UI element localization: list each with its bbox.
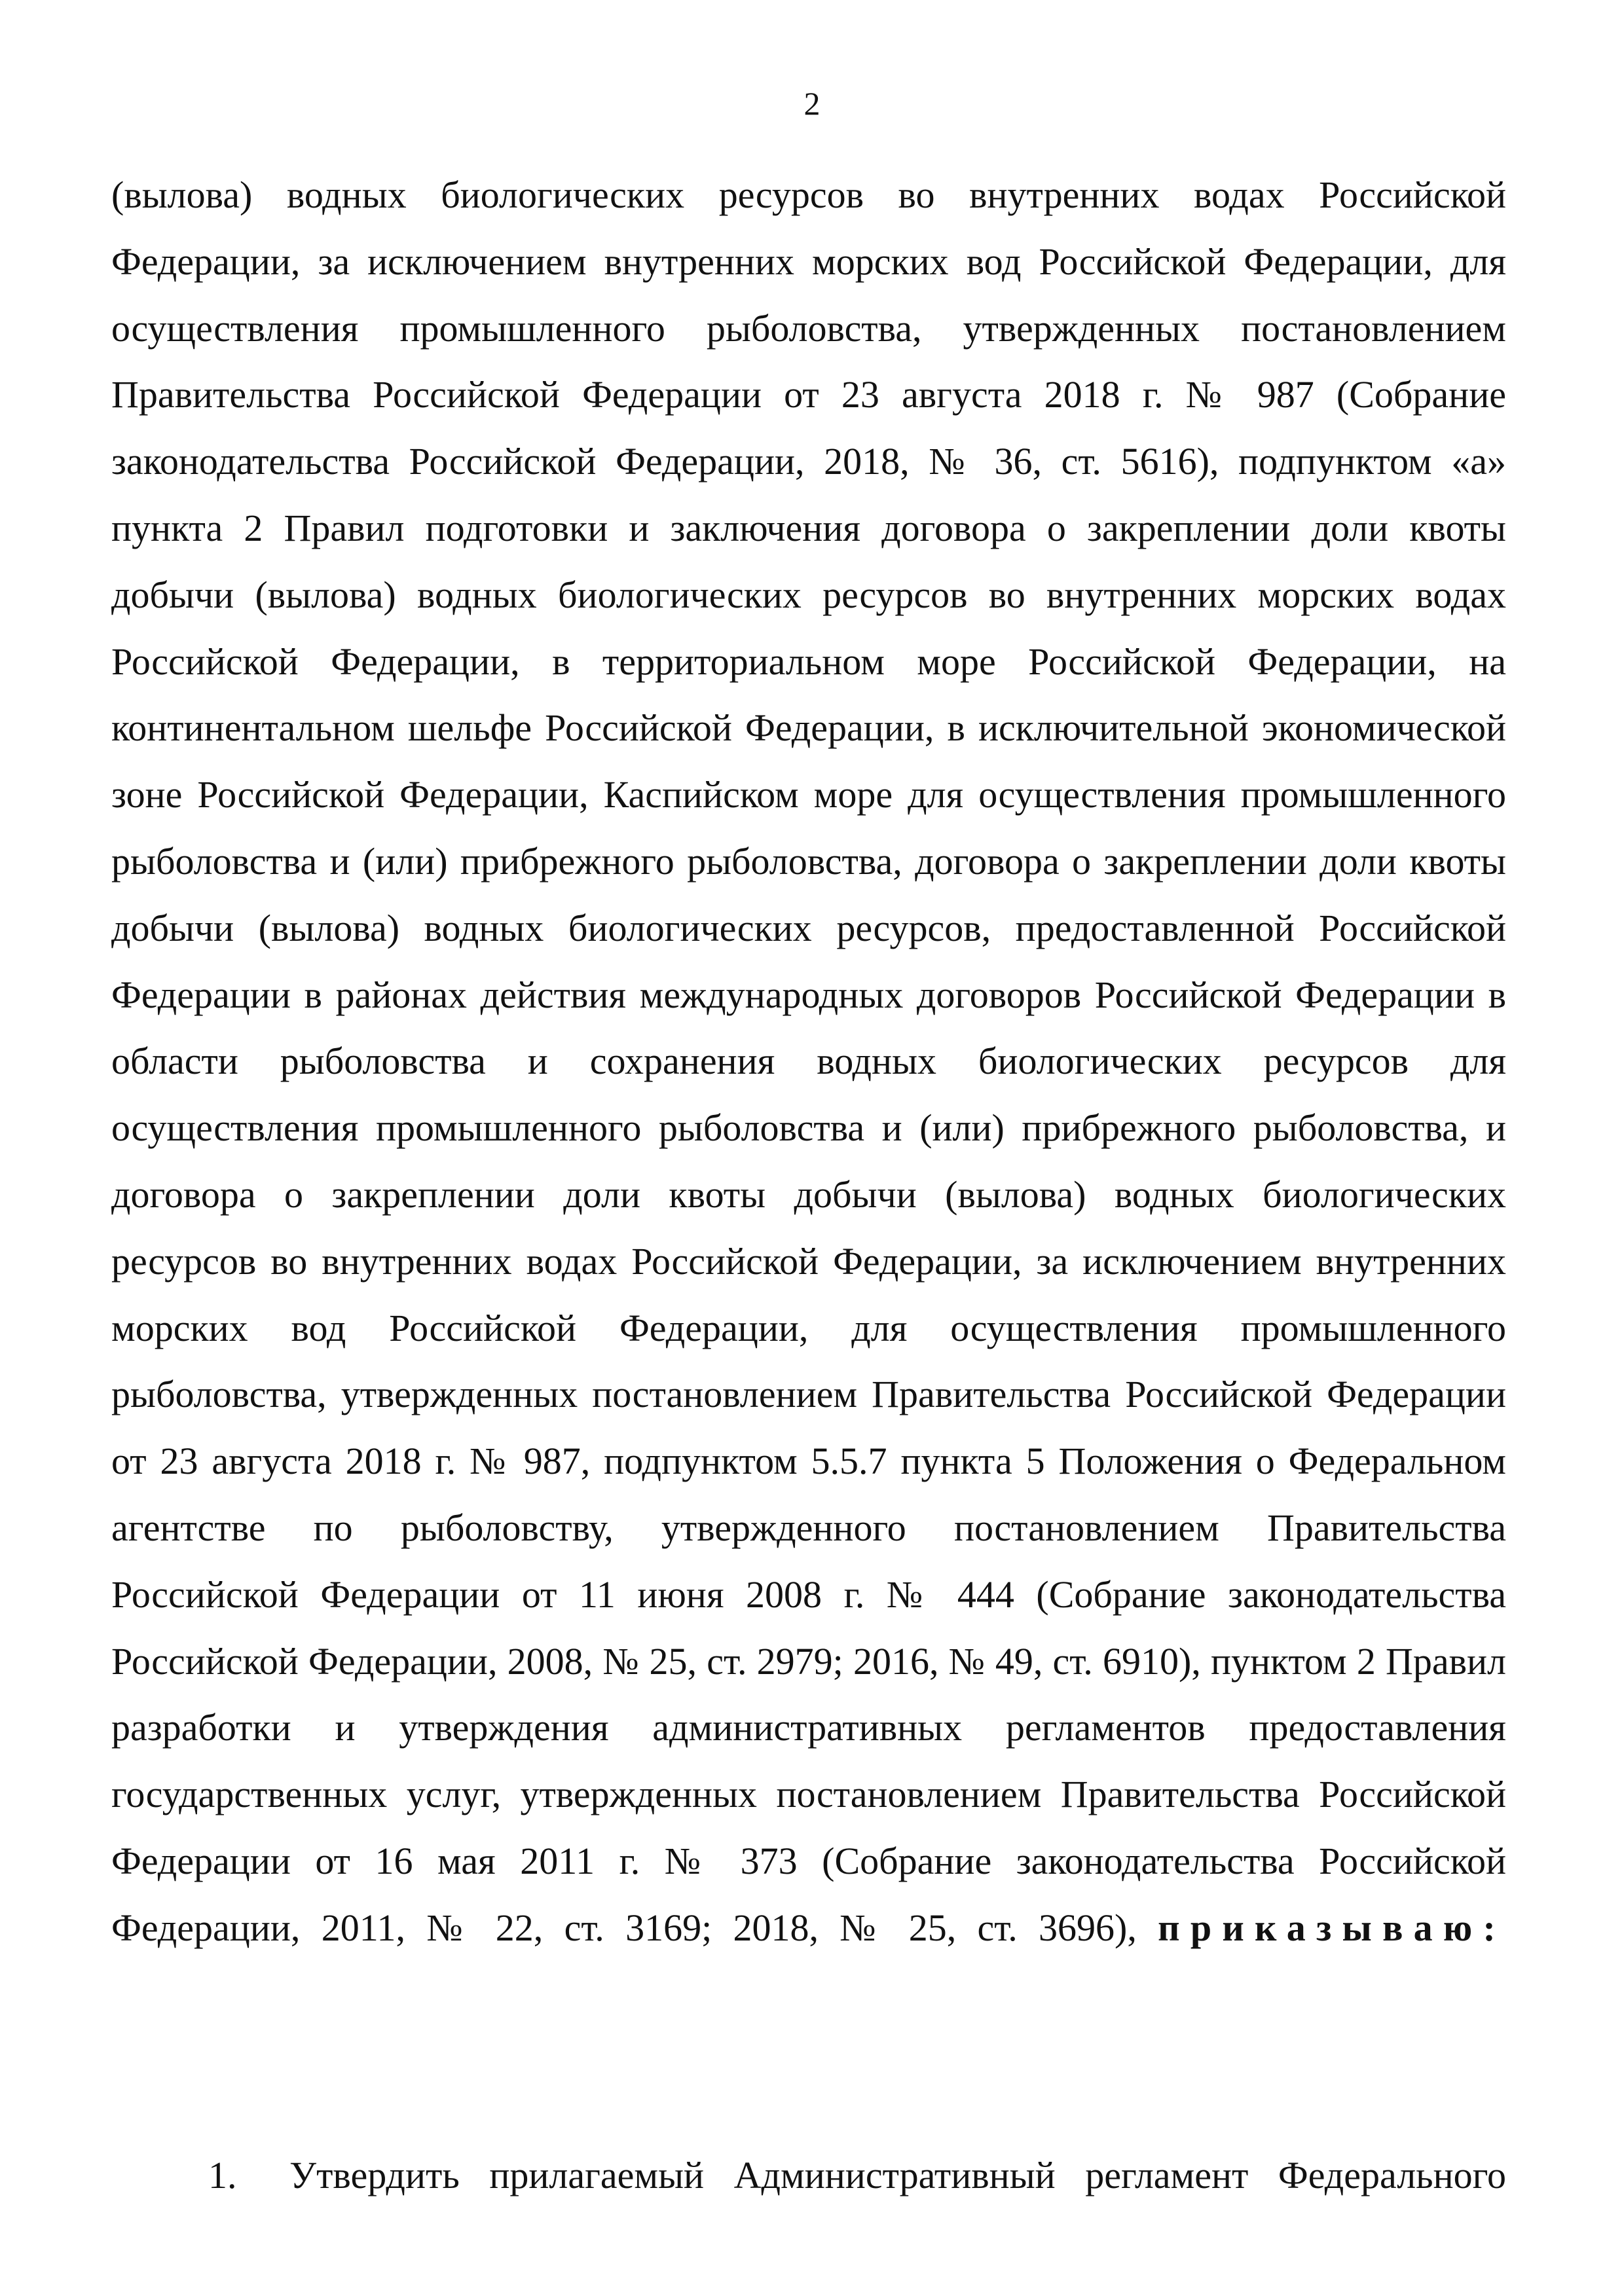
list-item-1 xyxy=(111,2142,1506,2209)
list-item-number: 1. xyxy=(208,2154,237,2196)
page-number: 2 xyxy=(803,85,821,122)
order-word: приказываю: xyxy=(1158,1906,1506,1949)
main-paragraph xyxy=(111,162,1506,1961)
paragraph-text: (вылова) водных биологических ресурсов во внутренних водах Российской Федерации, за исключением внутренних морских вод Российской Федерации, для осуществления промышленного рыболовства, утвержденных постановлением Правительства Российской Федерации от 23 августа 2018 г. № 987 (Собрание законодательства Российской Федерации, 2018, № 36, ст. 5616), подпунктом «а» пункта 2 Правил подготовки и заключения договора о закреплении доли квоты добычи (вылова) водных биологических ресурсов во внутренних морских водах Российской Федерации, в территориальном море Российской Федерации, на континентальном шельфе Российской Федерации, в исключительной экономической зоне Российской Федерации, Каспийском море для осуществления промышленного рыболовства и (или) прибрежного рыболовства, договора о закреплении доли квоты добычи (вылова) водных биологических ресурсов, предоставленной Российской Федерации в районах действия международных договоров Российской Федерации в области рыболовства и сохранения водных биологических ресурсов для осуществления промышленного рыболовства и (или) прибрежного рыболовства, и договора о закреплении доли квоты добычи (вылова) водных биологических ресурсов во внутренних водах Российской Федерации, за исключением внутренних морских вод Российской Федерации, для осуществления промышленного рыболовства, утвержденных постановлением Правительства Российской Федерации от 23 августа 2018 г. № 987, подпунктом 5.5.7 пункта 5 Положения о Федеральном агентстве по рыболовству, утвержденного постановлением Правительства Российской Федерации от 11 июня 2008 г. № 444 (Собрание законодательства Российской Федерации, 2008, № 25, ст. 2979; 2016, № 49, ст. 6910), пунктом 2 Правил разработки и утверждения административных регламентов предоставления государственных услуг, утвержденных постановлением Правительства Российской Федерации от 16 мая 2011 г. № 373 (Собрание законодательства Российской Федерации, 2011, № 22, ст. 3169; 2018, № 25, ст. 3696), xyxy=(111,173,1506,1949)
list-item-text: Утвердить прилагаемый Административный регламент Федерального xyxy=(289,2154,1506,2196)
